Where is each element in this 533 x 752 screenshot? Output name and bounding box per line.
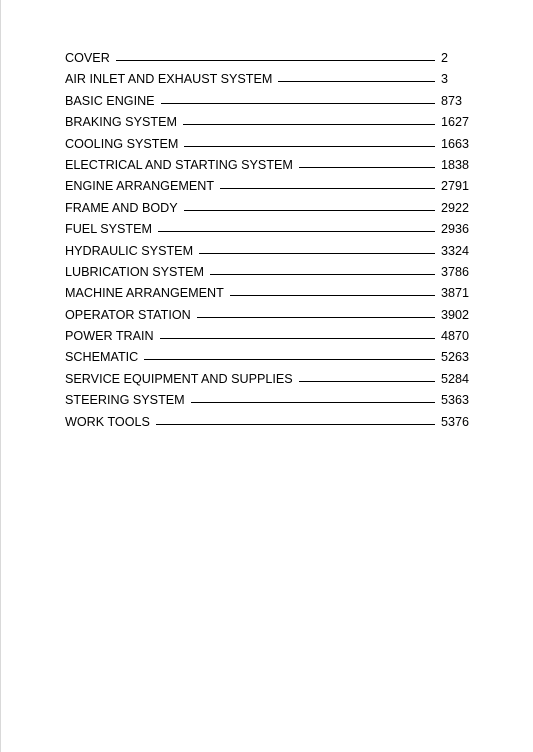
toc-entry-title: COVER [65, 51, 110, 65]
toc-entry-title: SCHEMATIC [65, 350, 139, 365]
toc-entry-steering-system[interactable] [65, 390, 475, 411]
toc-entry-service-equipment-and-supplies[interactable] [65, 369, 475, 390]
toc-entry-power-train[interactable] [65, 326, 475, 347]
toc-leader-line [184, 210, 435, 211]
toc-entry-page: 873 [441, 93, 463, 108]
toc-entry-title: AIR INLET AND EXHAUST SYSTEM [65, 72, 273, 87]
table-of-contents [65, 48, 475, 433]
toc-entry-title: SERVICE EQUIPMENT AND SUPPLIES [65, 371, 293, 386]
toc-entry-page: 2791 [441, 179, 470, 194]
toc-entry-title: MACHINE ARRANGEMENT [65, 286, 224, 301]
toc-entry-title: OPERATOR STATION [65, 307, 191, 322]
toc-leader-line [299, 381, 435, 382]
toc-leader-line [144, 359, 435, 360]
toc-entry-page: 3324 [441, 243, 470, 258]
toc-entry-title: LUBRICATION SYSTEM [65, 264, 205, 279]
toc-entry-engine-arrangement[interactable] [65, 176, 475, 197]
toc-entry-page: 2 [441, 51, 449, 65]
toc-entry-page: 3902 [441, 307, 470, 322]
toc-entry-cooling-system[interactable] [65, 134, 475, 155]
toc-entry-page: 5376 [441, 414, 470, 429]
toc-entry-page: 5263 [441, 350, 470, 365]
toc-entry-title: BRAKING SYSTEM [65, 115, 177, 130]
toc-entry-schematic[interactable] [65, 347, 475, 368]
toc-entry-operator-station[interactable] [65, 305, 475, 326]
toc-leader-line [220, 188, 435, 189]
toc-entry-work-tools[interactable] [65, 412, 475, 433]
toc-entry-title: POWER TRAIN [65, 329, 154, 344]
toc-entry-page: 1663 [441, 136, 470, 151]
toc-entry-title: ENGINE ARRANGEMENT [65, 179, 215, 194]
toc-entry-air-inlet-and-exhaust-system[interactable] [65, 69, 475, 90]
toc-leader-line [183, 124, 435, 125]
toc-leader-line [116, 60, 435, 61]
toc-entry-title: COOLING SYSTEM [65, 136, 179, 151]
toc-leader-line [184, 146, 435, 147]
toc-leader-line [210, 274, 435, 275]
toc-entry-page: 1838 [441, 157, 470, 172]
toc-entry-fuel-system[interactable] [65, 219, 475, 240]
toc-entry-page: 3786 [441, 264, 470, 279]
toc-leader-line [156, 424, 435, 425]
toc-entry-page: 5363 [441, 393, 470, 408]
toc-entry-lubrication-system[interactable] [65, 262, 475, 283]
toc-entry-title: HYDRAULIC SYSTEM [65, 243, 194, 258]
toc-leader-line [160, 338, 435, 339]
toc-entry-page: 2936 [441, 222, 470, 237]
toc-entry-title: WORK TOOLS [65, 414, 150, 429]
toc-leader-line [199, 253, 435, 254]
toc-entry-machine-arrangement[interactable] [65, 283, 475, 304]
toc-entry-page: 3 [441, 72, 449, 87]
toc-entry-title: STEERING SYSTEM [65, 393, 185, 408]
toc-leader-line [197, 317, 435, 318]
toc-leader-line [191, 402, 435, 403]
toc-leader-line [299, 167, 435, 168]
toc-entry-title: ELECTRICAL AND STARTING SYSTEM [65, 157, 293, 172]
toc-entry-hydraulic-system[interactable] [65, 241, 475, 262]
toc-leader-line [230, 295, 435, 296]
toc-entry-title: BASIC ENGINE [65, 93, 155, 108]
toc-entry-page: 4870 [441, 329, 470, 344]
toc-entry-braking-system[interactable] [65, 112, 475, 133]
toc-entry-title: FUEL SYSTEM [65, 222, 153, 237]
toc-entry-electrical-and-starting-system[interactable] [65, 155, 475, 176]
toc-entry-page: 1627 [441, 115, 470, 130]
toc-entry-page: 2922 [441, 200, 470, 215]
toc-leader-line [278, 81, 435, 82]
toc-entry-frame-and-body[interactable] [65, 198, 475, 219]
toc-entry-page: 5284 [441, 371, 470, 386]
toc-leader-line [158, 231, 435, 232]
toc-entry-basic-engine[interactable] [65, 91, 475, 112]
toc-entry-title: FRAME AND BODY [65, 200, 178, 215]
toc-leader-line [161, 103, 435, 104]
toc-entry-page: 3871 [441, 286, 470, 301]
toc-entry-cover[interactable] [65, 48, 475, 69]
